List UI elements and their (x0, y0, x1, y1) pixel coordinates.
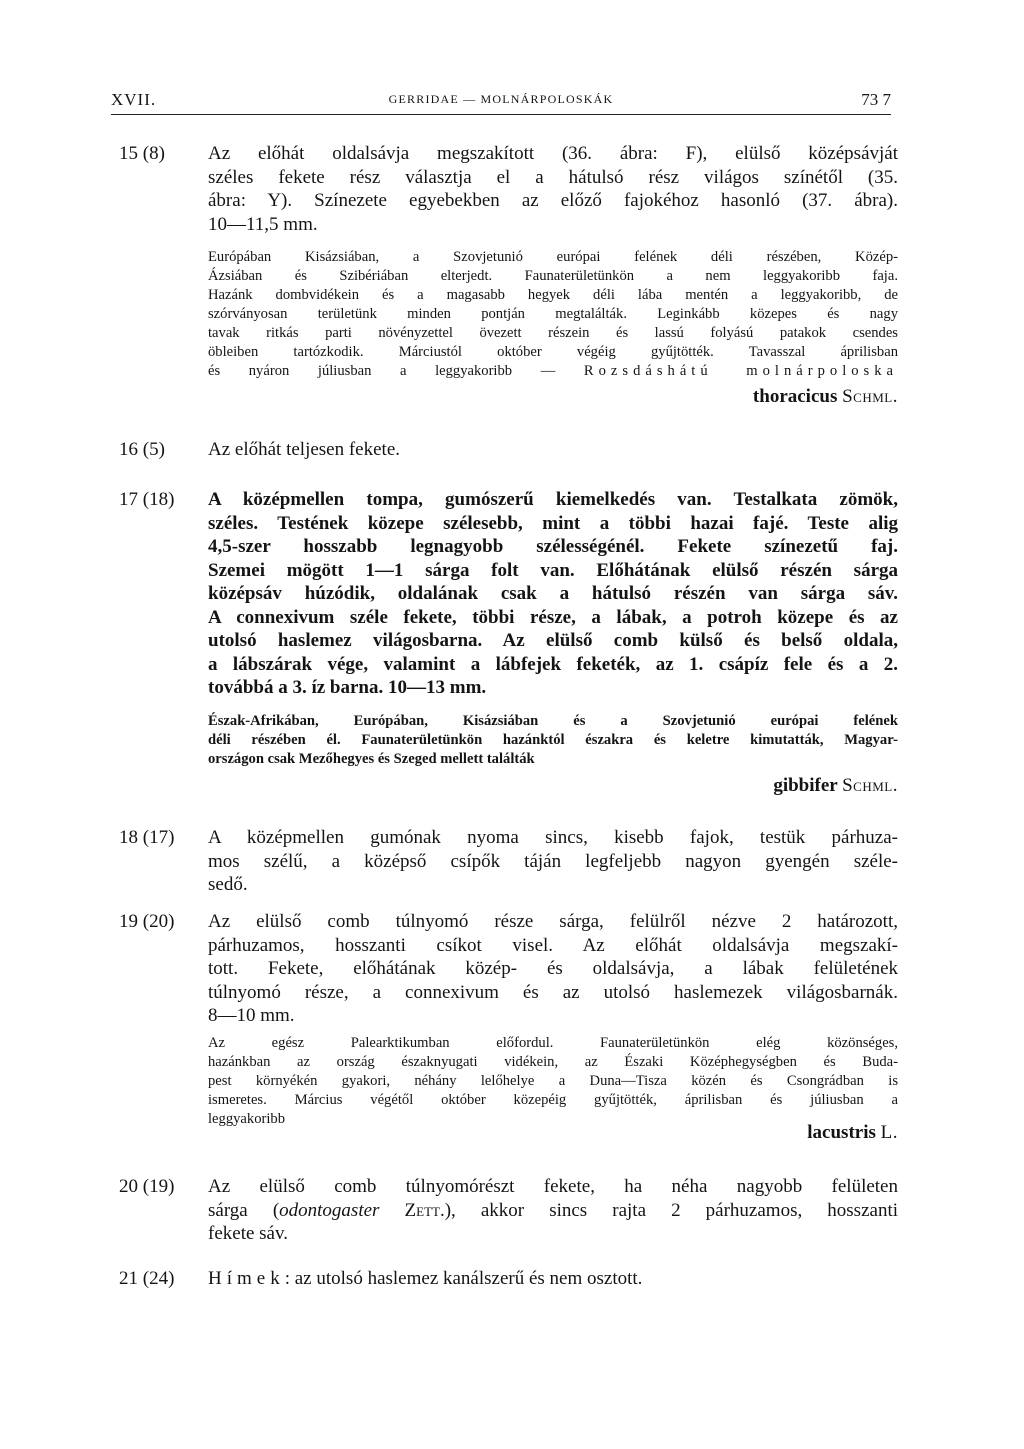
text-line: párhuzamos, hosszanti csíkot visel. Az előhát oldalsávja megszakí- (208, 934, 898, 956)
entry-text (208, 438, 898, 462)
text-line: Az elülső comb túlnyomó része sárga, felülről nézve 2 határozott, (208, 911, 898, 932)
species-author: Schml. (842, 386, 898, 407)
entry-number: 15 (8) (119, 143, 165, 164)
distribution-note-15 (208, 248, 898, 381)
key-entry-17 (119, 488, 898, 700)
text-line: A connexivum széle fekete, többi része, a lábak, a potroh közepe és az (208, 606, 898, 628)
entry-text (208, 488, 898, 700)
text-line: ábra: Y). Színezete egyebekben az előző fajokéhoz hasonló (37. ábra). (208, 190, 898, 211)
text-line: Az elülső comb túlnyomórészt fekete, ha néha nagyobb felületen (208, 1176, 898, 1197)
entry-text (208, 142, 898, 236)
text-line: tott. Fekete, előhátának közép- és oldalsávja, a lábak felületének (208, 958, 898, 979)
entry-text (208, 1175, 898, 1246)
text-line: A középmellen gumónak nyoma sincs, kisebb fajok, testük párhuza- (208, 827, 898, 848)
text-line: középsáv húzódik, oldalának csak a hátulsó részén van sárga sáv. (208, 583, 898, 604)
entry-number: 19 (20) (119, 911, 175, 932)
entry-text (208, 826, 898, 897)
text-line: Az előhát oldalsávja megszakított (36. ábra: F), elülső középsávját (208, 143, 898, 164)
note-line: pest környékén gyakori, néhány lelőhelye a Duna—Tisza közén és Csongrádban is (208, 1073, 898, 1089)
species-epithet: lacustris (807, 1122, 876, 1143)
key-entry-20 (119, 1175, 898, 1246)
species-name-gibbifer (773, 775, 898, 797)
key-entry-21 (119, 1267, 898, 1291)
note-line: tavak ritkás parti növényzettel övezett részein és lassú folyású patakok csendes (208, 325, 898, 341)
text-line (208, 1267, 898, 1291)
text-line: mos szélű, a középső csípők táján legfeljebb nagyon gyengén széle- (208, 850, 898, 872)
text-line: továbbá a 3. íz barna. 10—13 mm. (208, 677, 487, 698)
note-line: szórványosan területünk minden pontján megtalálták. Leginkább közepes és nagy (208, 306, 898, 322)
entry-number: 18 (17) (119, 827, 175, 848)
text-line: 10—11,5 mm. (208, 213, 318, 235)
page-number: 73 7 (861, 90, 891, 109)
note-line: Az egész Palearktikumban előfordul. Faunaterületünkön elég közönséges, (208, 1035, 898, 1051)
species-epithet: gibbifer (773, 775, 838, 796)
text-line: túlnyomó része, a connexivum és az utolsó haslemezek világosbarnák. (208, 981, 898, 1003)
note-line: Európában Kisázsiában, a Szovjetunió európai felének déli részében, Közép- (208, 249, 898, 265)
running-header (111, 86, 891, 115)
entry-text (208, 1267, 898, 1291)
text-line: A középmellen tompa, gumószerű kiemelkedés van. Testalkata zömök, (208, 489, 898, 510)
note-line: hazánkban az ország északnyugati vidékein, az Északi Középhegységben és Buda- (208, 1054, 898, 1070)
variety-author: Zett. (404, 1199, 445, 1221)
text-line: 8—10 mm. (208, 1005, 295, 1026)
key-entry-15 (119, 142, 898, 236)
entry-number: 20 (19) (119, 1176, 175, 1197)
text-line: Az előhát teljesen fekete. (208, 439, 401, 460)
note-line: leggyakoribb (208, 1111, 286, 1127)
line-suffix: ), akkor sincs rajta 2 párhuzamos, hosszanti (444, 1199, 898, 1221)
species-author: Schml. (842, 775, 898, 796)
note-line: ismeretes. Március végétől október közepéig gyűjtötték, áprilisban és júliusban a (208, 1092, 898, 1108)
note-line: Észak-Afrikában, Európában, Kisázsiában és a Szovjetunió európai felének (208, 713, 898, 729)
entry-number: 17 (18) (119, 489, 175, 510)
common-name: Rozsdáshátú molnárpoloska (583, 363, 898, 379)
chapter-number: XVII. (111, 90, 157, 109)
sex-heading: Hímek (208, 1268, 285, 1289)
text-line: 4,5-szer hosszabb legnagyobb szélességénél. Fekete színezetű faj. (208, 536, 898, 557)
note-line: öbleiben tartózkodik. Márciustól október végéig gyűjtötték. Tavasszal áprilisban (208, 344, 898, 360)
distribution-note-17 (208, 712, 898, 769)
distribution-note-19 (208, 1034, 898, 1129)
text-line (208, 1199, 898, 1223)
key-entry-18 (119, 826, 898, 897)
text-line: sedő. (208, 874, 248, 895)
species-name-thoracicus (753, 386, 898, 408)
line-prefix: sárga ( (208, 1199, 280, 1221)
text-line: Szemei mögött 1—1 sárga folt van. Előhátának elülső részén sárga (208, 559, 898, 581)
key-entry-16 (119, 438, 898, 462)
note-line: Ázsiában és Szibériában elterjedt. Faunaterületünkön a nem leggyakoribb faja. (208, 268, 898, 284)
entry-number: 16 (5) (119, 439, 165, 460)
text-line: a lábszárak vége, valamint a lábfejek feketék, az 1. csápíz fele és a 2. (208, 653, 898, 675)
species-epithet: thoracicus (752, 386, 838, 407)
text-line: utolsó haslemez világosbarna. Az elülső comb külső és belső oldala, (208, 630, 898, 651)
entry-text (208, 910, 898, 1028)
text-line: fekete sáv. (208, 1223, 288, 1244)
key-entry-19 (119, 910, 898, 1028)
line-rest: : az utolsó haslemez kanálszerű és nem osztott. (284, 1268, 643, 1289)
variety-name: odontogaster (279, 1199, 380, 1221)
species-author: L. (880, 1122, 898, 1143)
species-name-lacustris (807, 1122, 898, 1144)
note-line: országon csak Mezőhegyes és Szeged mellett találták (208, 751, 535, 767)
text-line: széles. Testének közepe szélesebb, mint a többi hazai fajé. Teste alig (208, 512, 898, 534)
note-line-prefix: és nyáron júliusban a leggyakoribb — (208, 363, 584, 379)
note-line: Hazánk dombvidékein és a magasabb hegyek déli lába mentén a leggyakoribb, de (208, 287, 898, 303)
note-line: déli részében él. Faunaterületünkön hazánktól északra és keletre kimutatták, Magyar- (208, 732, 898, 748)
entry-number: 21 (24) (119, 1268, 175, 1289)
text-line: széles fekete rész választja el a hátulsó rész világos színétől (35. (208, 166, 898, 188)
running-title: GERRIDAE — MOLNÁRPOLOSKÁK (388, 92, 614, 106)
note-line (208, 362, 898, 381)
